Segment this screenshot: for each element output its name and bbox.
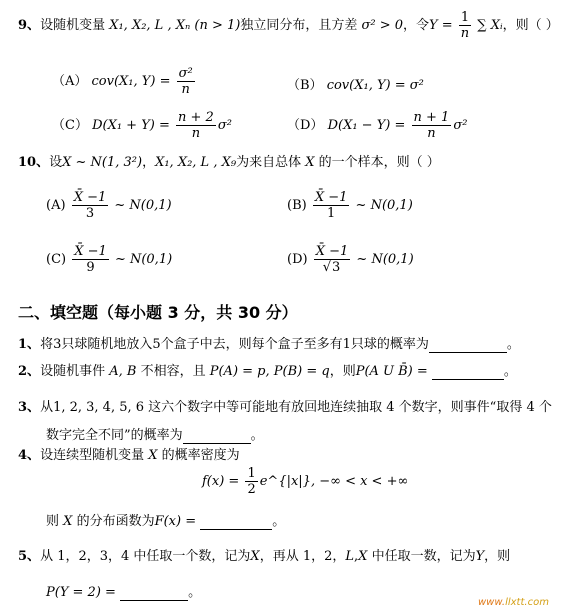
q9-d-label: （D） <box>287 118 324 133</box>
fill-q4-line1: 4、设连续型随机变量 X 的概率密度为 <box>18 448 240 463</box>
fill-q4-blank[interactable] <box>200 514 272 530</box>
q9-var-cond: σ² > 0 <box>361 18 403 33</box>
q10-stem: 10、设X ~ N(1, 3²)，X₁, X₂, L , X₉为来自总体 X 的一个样本，则（ ） <box>18 155 440 170</box>
fill-q4-number: 4 <box>18 448 28 463</box>
q9-c-label: （C） <box>52 118 88 133</box>
q9-cond: (n > 1) <box>194 18 241 33</box>
q10-c-label: (C) <box>46 252 67 267</box>
q10-option-b: (B) $\frac{X̄ -1}{1}$ ~ N(0,1) <box>287 190 413 221</box>
q10-d-label: (D) <box>287 252 308 267</box>
q9-stem-b: 独立同分布，且方差 <box>240 18 358 33</box>
q9-option-d: （D） D(X₁ − Y) = $\frac{n + 1}{n}$ σ² <box>287 110 468 141</box>
q9-stem-a: 设随机变量 <box>40 18 106 33</box>
fill-q4-fraction: $\frac{1}{2}$ <box>247 466 256 497</box>
fill-q3-line2: 数字完全不同”的概率为 。 <box>46 428 264 443</box>
section-title: 二、填空题（每小题 3 分，共 30 分） <box>18 303 298 322</box>
q10-c-fraction: $\frac{X̄ -1}{9}$ <box>74 244 107 275</box>
q10-b-fraction: $\frac{X̄ -1}{1}$ <box>314 190 348 221</box>
q9-d-fraction: $\frac{n + 1}{n}$ <box>413 110 450 141</box>
q10-sample: X₁, X₂, L , X₉ <box>155 155 237 170</box>
fill-q5-line2: P(Y = 2) = 。 <box>46 585 202 600</box>
q10-option-c: (C) $\frac{X̄ -1}{9}$ ~ N(0,1) <box>46 244 173 275</box>
fill-q3-blank[interactable] <box>183 428 251 444</box>
fill-q5-line1: 5、从 1，2，3，4 中任取一个数，记为X，再从 1，2，L,X 中任取一数，记为Y，则 <box>18 549 511 564</box>
q9-option-b: （B） cov(X₁, Y) = σ² <box>287 78 424 93</box>
q9-y-sum: ∑ Xᵢ <box>477 18 503 33</box>
fill-q5-number: 5 <box>18 549 28 564</box>
q9-stem-d: ，则（ ） <box>502 18 559 33</box>
q9-option-c: （C） D(X₁ + Y) = $\frac{n + 2}{n}$ σ² <box>52 110 232 141</box>
fill-q2-number: 2 <box>18 364 28 379</box>
q9-y-lhs: Y = <box>429 18 453 33</box>
fill-q2: 2、设随机事件 A, B 不相容，且 P(A) = p, P(B) = q，则P(A U B̄) = 。 <box>18 364 517 379</box>
fill-q4-line2: 则 X 的分布函数为F(x) = 。 <box>46 514 286 529</box>
q10-a-fraction: $\frac{X̄ -1}{3}$ <box>73 190 107 221</box>
q10-dist: X ~ N(1, 3²) <box>62 155 143 170</box>
fill-q1: 1、将3只球随机地放入5个盒子中去，则每个盒子至多有1只球的概率为 。 <box>18 337 520 352</box>
fill-q2-blank[interactable] <box>432 364 504 380</box>
fill-q3-line1: 3、从1, 2, 3, 4, 5, 6 这六个数字中等可能地有放回地连续抽取 4 个数字，则事件“取得 4 个 <box>18 400 552 415</box>
fill-q4-formula: f(x) = $\frac{1}{2}$ e^{|x|}, −∞ < x < +∞ <box>202 466 409 497</box>
fill-q1-number: 1 <box>18 337 28 352</box>
q10-d-fraction: $\frac{X̄ -1}{√3}$ <box>315 244 349 275</box>
q9-a-fraction: $\frac{\text{σ²}}{n}$ <box>178 66 193 97</box>
q9-number: 9 <box>18 18 28 33</box>
q9-y-fraction: $\frac{1}{n}$ <box>460 10 470 41</box>
q9-c-fraction: $\frac{n + 2}{n}$ <box>178 110 214 141</box>
q9-b-label: （B） <box>287 78 323 93</box>
q9-a-label: （A） <box>52 74 88 89</box>
fill-q3-number: 3 <box>18 400 28 415</box>
fill-q1-blank[interactable] <box>429 337 507 353</box>
q10-a-label: (A) <box>46 198 66 213</box>
q9-vars: X₁, X₂, L , Xₙ <box>109 18 191 33</box>
q10-option-a: (A) $\frac{X̄ -1}{3}$ ~ N(0,1) <box>46 190 172 221</box>
q9-stem-c: ，令 <box>403 18 430 33</box>
q10-b-label: (B) <box>287 198 307 213</box>
q9-option-a: （A） cov(X₁, Y) = $\frac{\text{σ²}}{n}$ <box>52 66 193 97</box>
q9-stem: 9、设随机变量 X₁, X₂, L , Xₙ (n > 1)独立同分布，且方差 σ² > 0，令Y = $\frac{1}{n}$ ∑ Xᵢ，则（ ） <box>18 10 559 41</box>
q10-option-d: (D) $\frac{X̄ -1}{√3}$ ~ N(0,1) <box>287 244 414 275</box>
fill-q5-blank[interactable] <box>120 585 188 601</box>
watermark: www.llxtt.com <box>478 597 549 608</box>
q10-number: 10 <box>18 155 37 170</box>
